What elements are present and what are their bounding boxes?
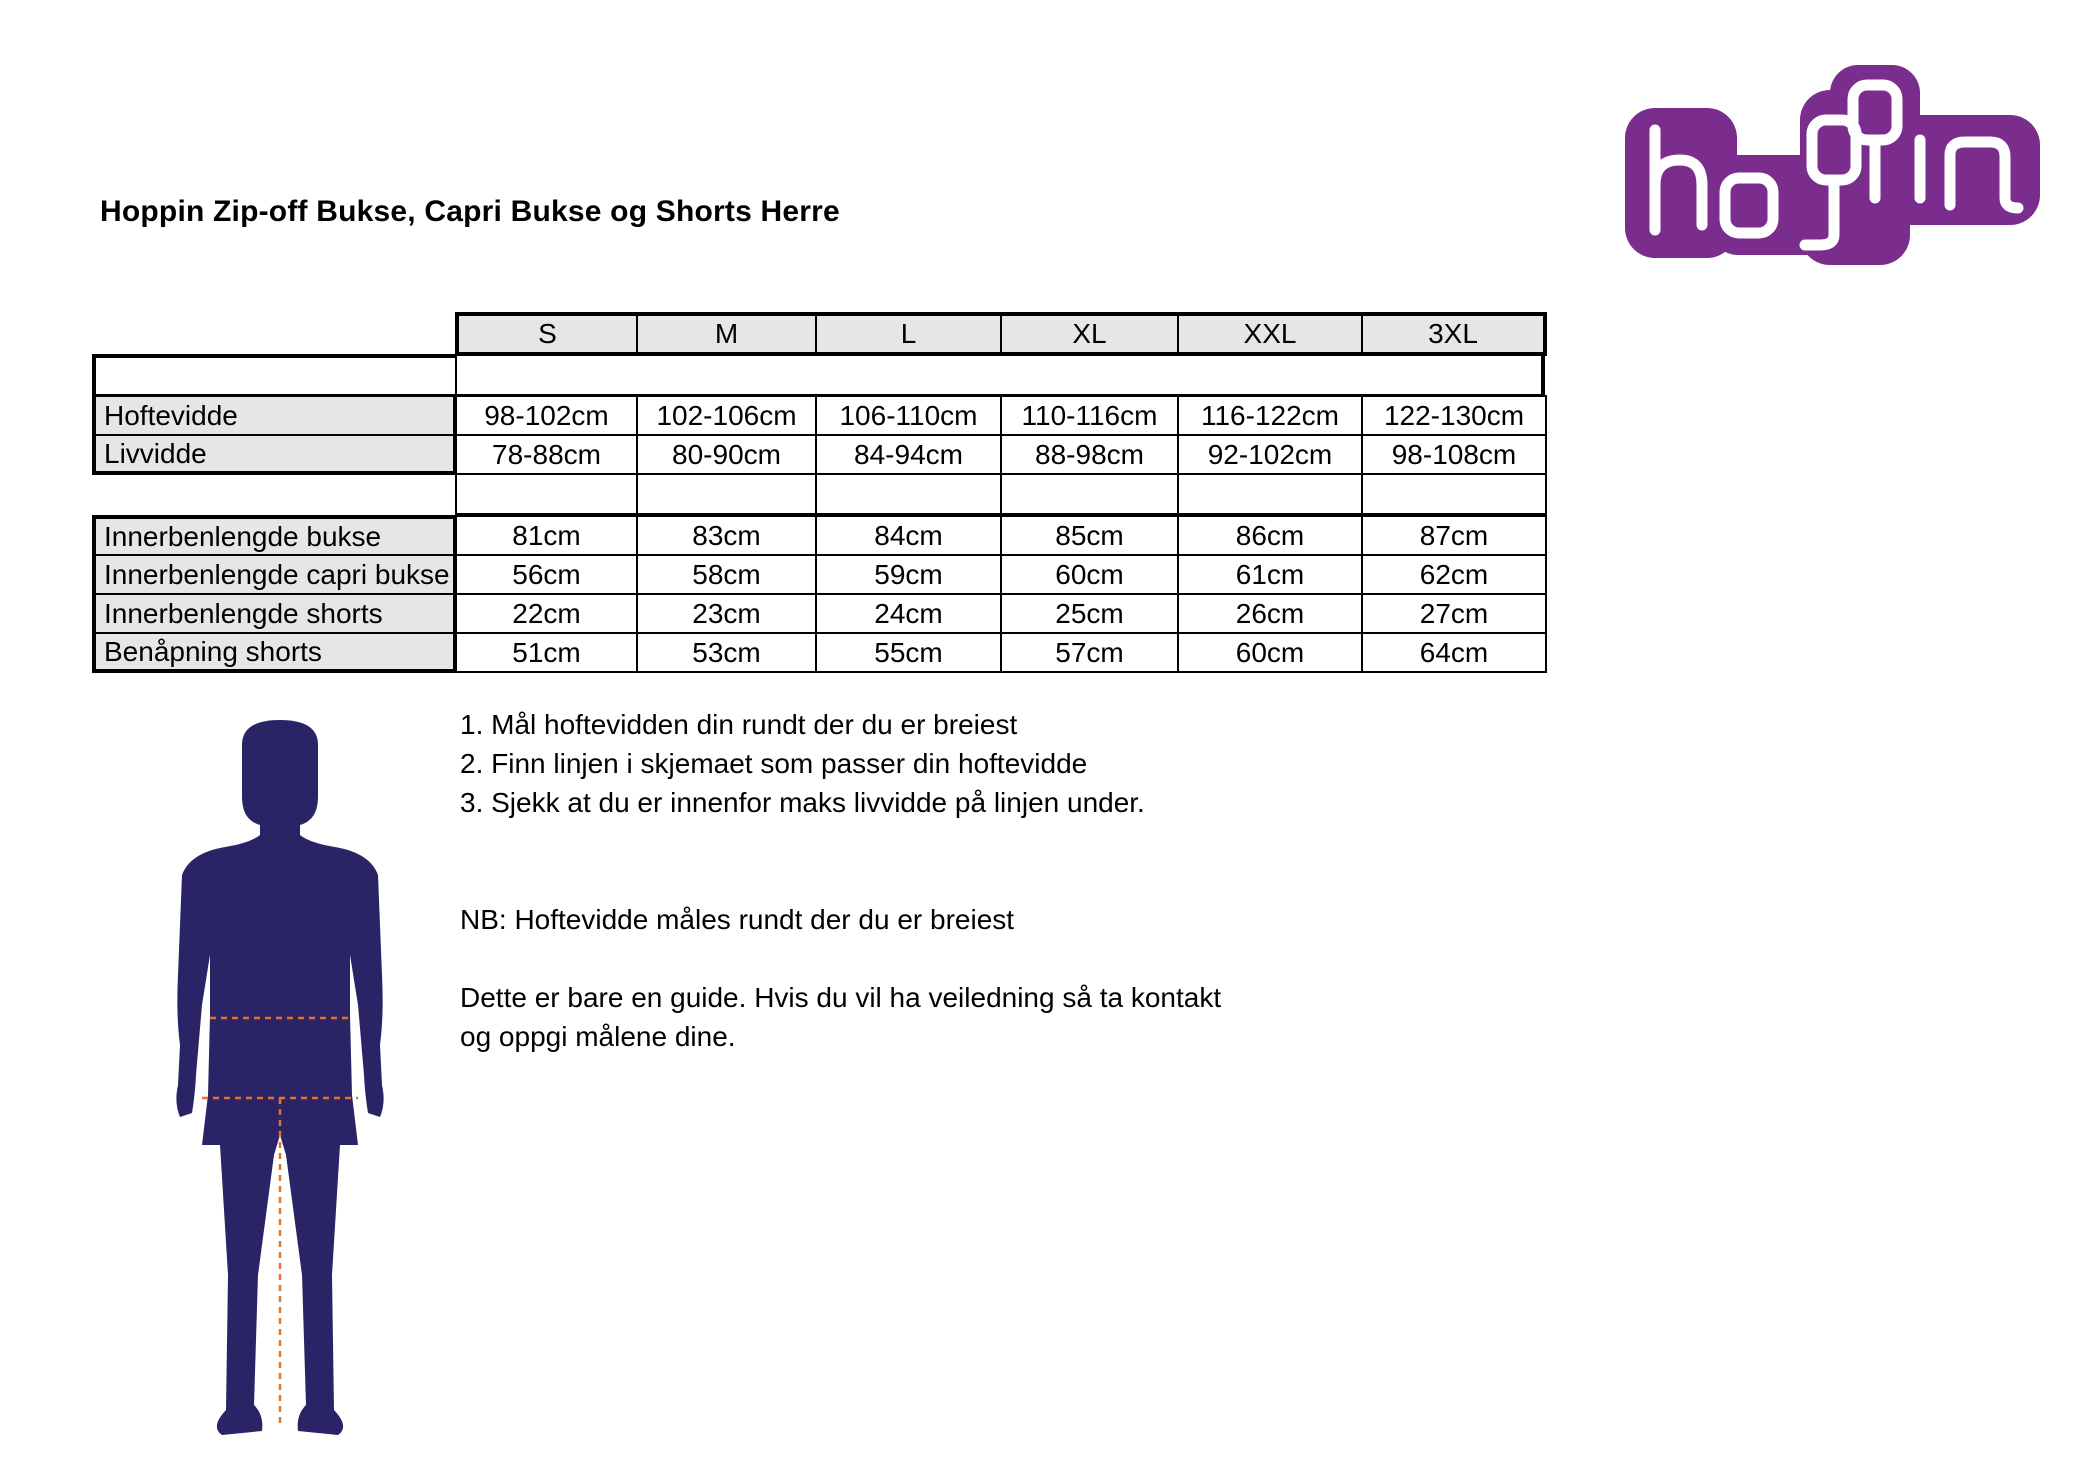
disclaimer-line-1: Dette er bare en guide. Hvis du vil ha veiledning så ta kontakt [460, 982, 1222, 1013]
table-cell: 53cm [636, 632, 817, 673]
table-cell: 84-94cm [815, 434, 1002, 475]
table-cell: 57cm [1000, 632, 1179, 673]
instruction-step-2: 2. Finn linjen i skjemaet som passer din hoftevidde [460, 748, 1088, 779]
table-cell: 24cm [815, 593, 1002, 634]
table-cell: 122-130cm [1361, 395, 1547, 436]
table-cell: 60cm [1000, 554, 1179, 595]
instruction-step-3: 3. Sjekk at du er innenfor maks livvidde på linjen under. [460, 787, 1145, 818]
table-cell: 23cm [636, 593, 817, 634]
table-cell: 87cm [1361, 515, 1547, 556]
blank-cell [1361, 473, 1547, 515]
blank-cell [1000, 473, 1179, 515]
row-label: Livvidde [92, 434, 457, 475]
row-label: Innerbenlengde shorts [92, 593, 457, 634]
table-cell: 56cm [455, 554, 638, 595]
table-cell: 88-98cm [1000, 434, 1179, 475]
body-measurement-figure [160, 715, 400, 1445]
hoppin-logo [1620, 60, 2040, 270]
size-header-s: S [455, 312, 638, 356]
table-cell: 80-90cm [636, 434, 817, 475]
size-header-m: M [636, 312, 817, 356]
note-text: NB: Hoftevidde måles rundt der du er breiest [460, 904, 1015, 935]
size-header-xl: XL [1000, 312, 1179, 356]
table-cell: 116-122cm [1177, 395, 1363, 436]
table-cell: 85cm [1000, 515, 1179, 556]
instructions-block [460, 705, 1221, 1056]
table-cell: 102-106cm [636, 395, 817, 436]
table-cell: 86cm [1177, 515, 1363, 556]
row-label: Benåpning shorts [92, 632, 457, 673]
table-cell: 60cm [1177, 632, 1363, 673]
row-label: Innerbenlengde capri bukse [92, 554, 457, 595]
page-title: Hoppin Zip-off Bukse, Capri Bukse og Shorts Herre [100, 195, 840, 228]
table-cell: 92-102cm [1177, 434, 1363, 475]
table-cell: 83cm [636, 515, 817, 556]
table-cell: 64cm [1361, 632, 1547, 673]
table-cell: 110-116cm [1000, 395, 1179, 436]
table-cell: 98-102cm [455, 395, 638, 436]
table-cell: 61cm [1177, 554, 1363, 595]
spacer-label-cell [92, 354, 457, 396]
row-label: Hoftevidde [92, 395, 457, 436]
table-cell: 84cm [815, 515, 1002, 556]
table-cell: 106-110cm [815, 395, 1002, 436]
blank-cell [455, 473, 638, 515]
size-header-3xl: 3XL [1361, 312, 1547, 356]
table-cell: 27cm [1361, 593, 1547, 634]
blank-cell [1177, 473, 1363, 515]
blank-cell [636, 473, 817, 515]
table-cell: 25cm [1000, 593, 1179, 634]
table-cell: 51cm [455, 632, 638, 673]
table-cell: 62cm [1361, 554, 1547, 595]
table-cell: 81cm [455, 515, 638, 556]
size-header-l: L [815, 312, 1002, 356]
table-cell: 26cm [1177, 593, 1363, 634]
instruction-step-1: 1. Mål hoftevidden din rundt der du er breiest [460, 709, 1018, 740]
table-cell: 58cm [636, 554, 817, 595]
blank-cell [815, 473, 1002, 515]
table-cell: 59cm [815, 554, 1002, 595]
table-cell: 22cm [455, 593, 638, 634]
spacer-value-cell [455, 354, 1545, 396]
disclaimer-line-2: og oppgi målene dine. [460, 1021, 736, 1052]
size-header-xxl: XXL [1177, 312, 1363, 356]
table-cell: 55cm [815, 632, 1002, 673]
table-cell: 98-108cm [1361, 434, 1547, 475]
row-label: Innerbenlengde bukse [92, 515, 457, 556]
table-cell: 78-88cm [455, 434, 638, 475]
